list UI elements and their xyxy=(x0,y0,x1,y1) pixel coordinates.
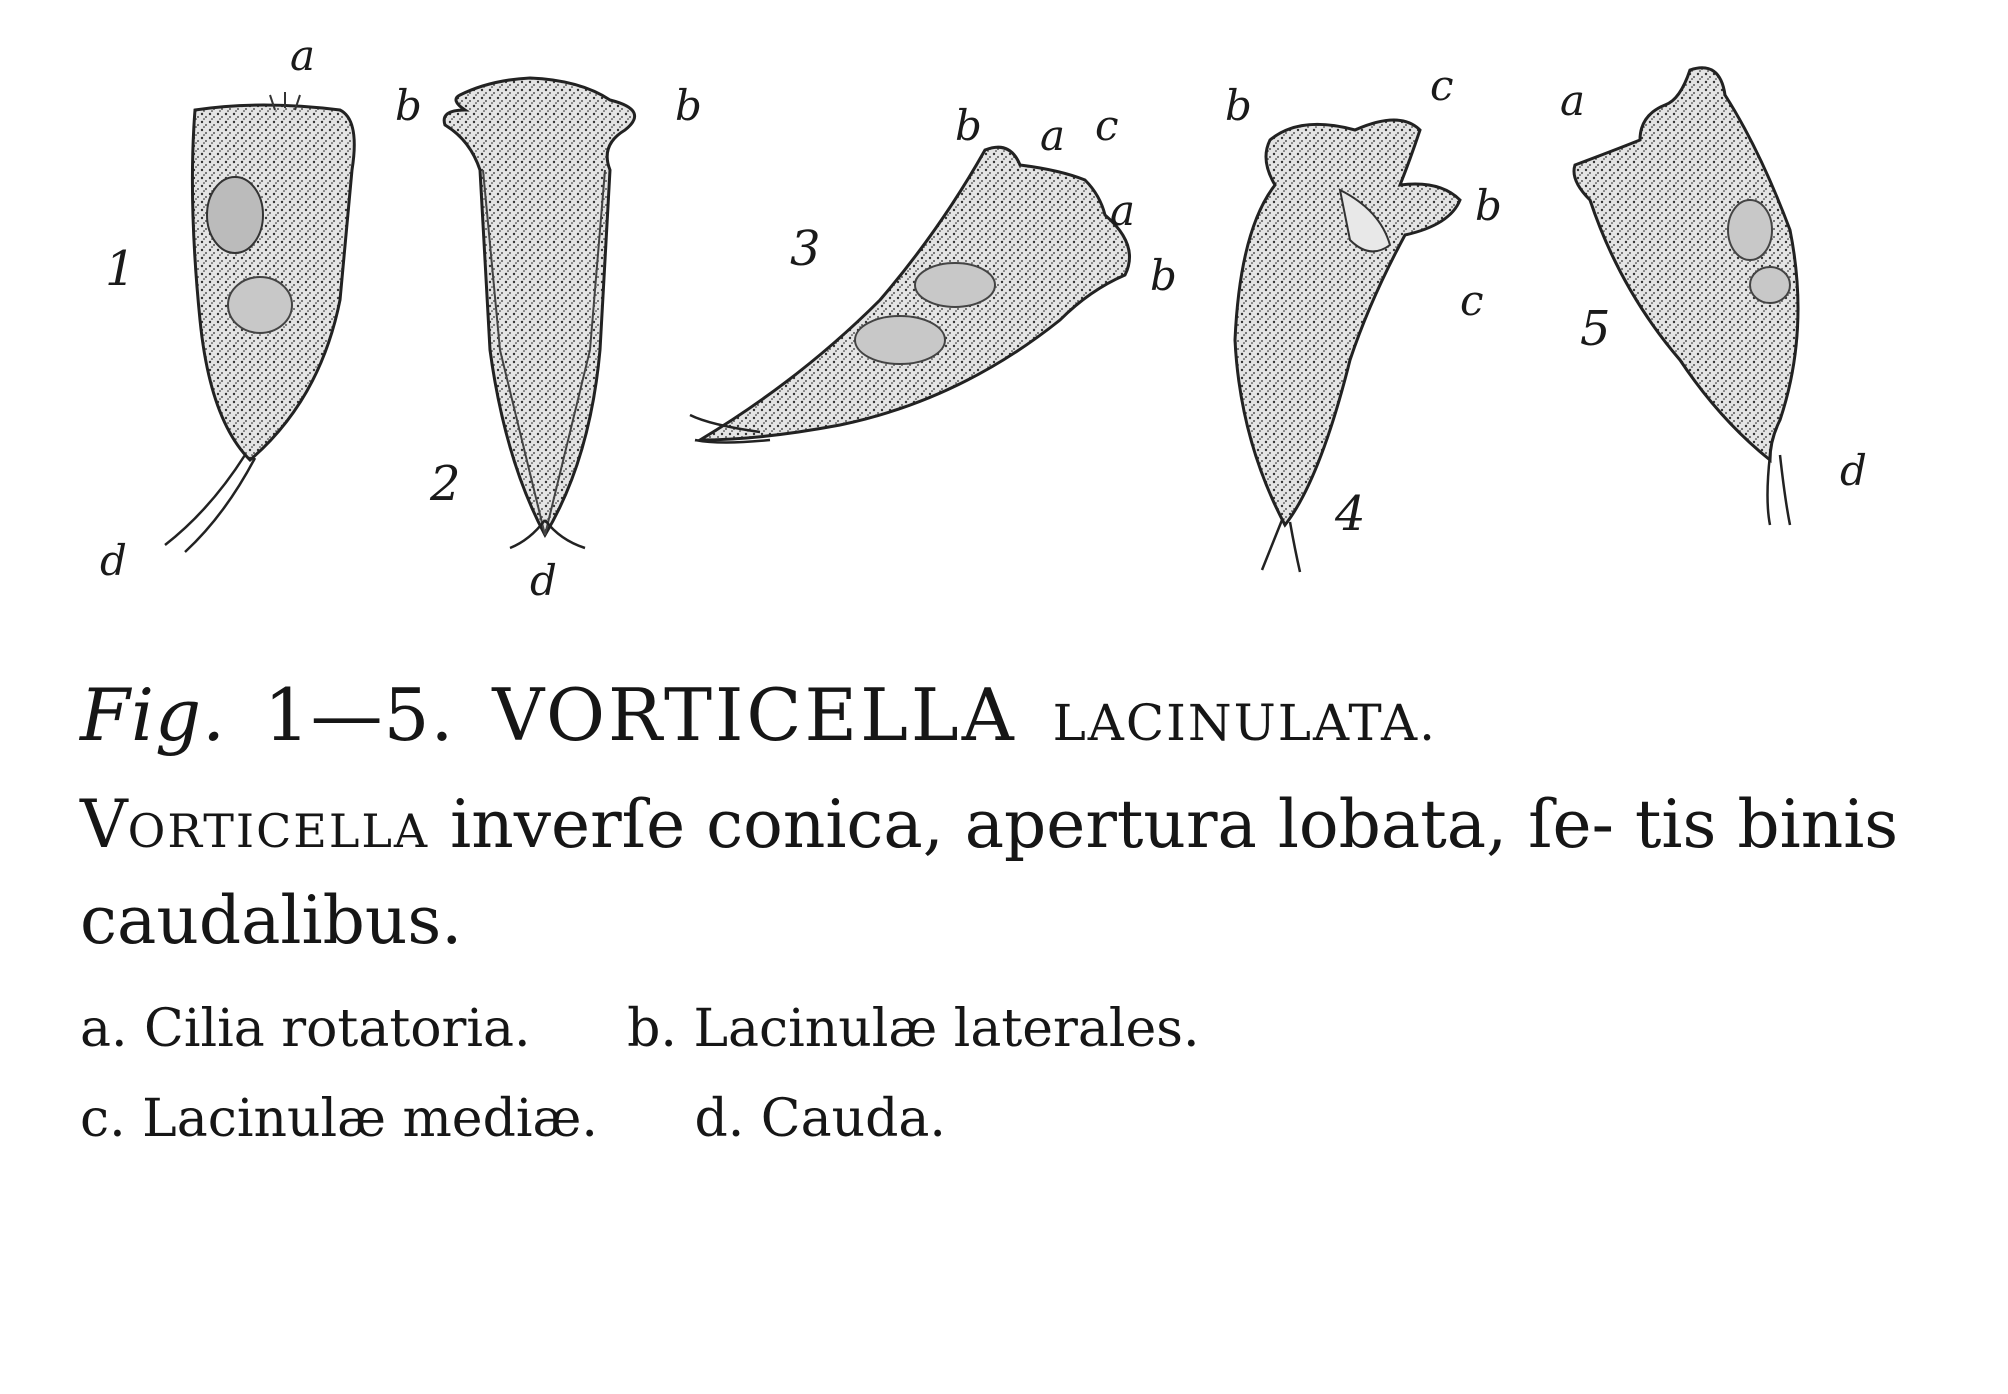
fig-range: 1—5. xyxy=(263,673,455,757)
description-text: inverſe conica, apertura lobata, ſe- tis binis caudalibus. xyxy=(80,786,1899,959)
legend-item-b: b. Lacinulæ laterales. xyxy=(627,999,1200,1059)
species-name: LACINULATA. xyxy=(1052,694,1437,752)
genus-name: VORTICELLA xyxy=(492,673,1017,757)
figure-3 xyxy=(690,101,1177,443)
label-a: a xyxy=(1560,76,1586,125)
label-a: a xyxy=(1040,111,1066,160)
label-a: a xyxy=(290,31,316,80)
label-b-left: b xyxy=(395,81,422,130)
figure-number-4: 4 xyxy=(1335,486,1366,542)
figure-1 xyxy=(100,31,354,585)
label-c: c xyxy=(1095,101,1119,150)
label-b-right: b xyxy=(675,81,702,130)
legend xyxy=(80,984,1980,1164)
label-d: d xyxy=(1840,446,1867,495)
label-c: c xyxy=(1430,61,1454,110)
label-c: c xyxy=(1460,276,1484,325)
engraving-plate xyxy=(0,0,2008,620)
figure-2 xyxy=(395,78,702,605)
legend-item-a: a. Cilia rotatoria. xyxy=(80,999,531,1059)
description-initial: V xyxy=(80,786,128,863)
figure-number-1: 1 xyxy=(105,241,136,297)
description-genus-small-caps: ORTICELLA xyxy=(127,804,430,858)
figure-number-5: 5 xyxy=(1580,301,1611,357)
legend-item-c: c. Lacinulæ mediæ. xyxy=(80,1089,598,1149)
label-b: b xyxy=(1225,81,1252,130)
caption xyxy=(80,670,1980,1164)
legend-item-d: d. Cauda. xyxy=(694,1089,946,1149)
label-b: b xyxy=(1150,251,1177,300)
figure-4 xyxy=(1225,61,1502,572)
description xyxy=(80,780,1960,966)
label-b: b xyxy=(955,101,982,150)
figure-5 xyxy=(1560,68,1867,525)
label-d: d xyxy=(100,536,127,585)
label-b: b xyxy=(1475,181,1502,230)
legend-row xyxy=(80,1074,1980,1164)
fig-word: Fig. xyxy=(80,673,226,757)
figure-number-2: 2 xyxy=(430,456,461,512)
label-d: d xyxy=(530,556,557,605)
figure-number-3: 3 xyxy=(790,221,821,277)
label-a: a xyxy=(1110,186,1136,235)
figure-title xyxy=(80,670,1980,768)
legend-row xyxy=(80,984,1980,1074)
